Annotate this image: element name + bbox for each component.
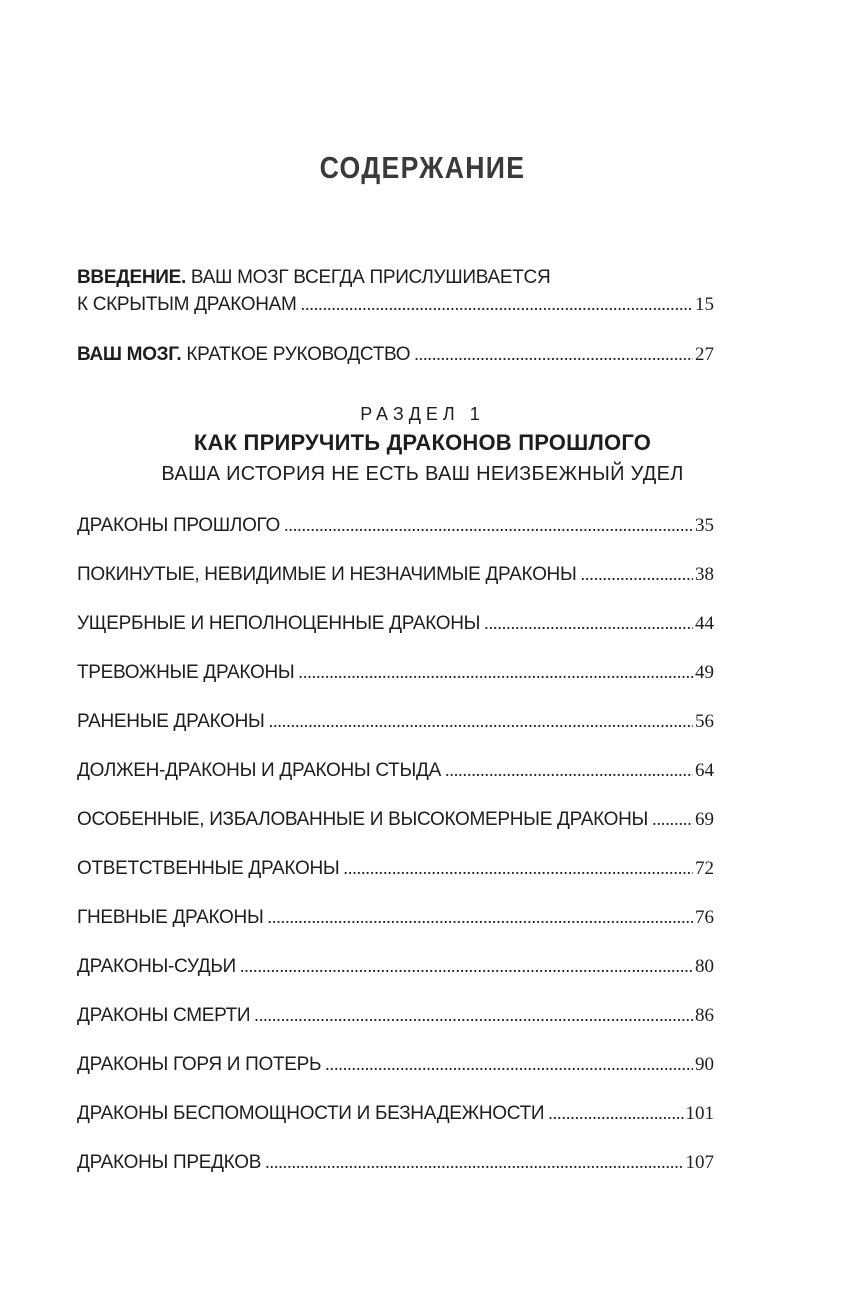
section-subtitle: ВАША ИСТОРИЯ НЕ ЕСТЬ ВАШ НЕИЗБЕЖНЫЙ УДЕЛ bbox=[161, 463, 684, 485]
dot-leader bbox=[652, 806, 693, 832]
toc-chapter[interactable] bbox=[77, 1149, 714, 1176]
toc-page-number: 76 bbox=[695, 907, 714, 928]
toc-chapter-title: ДРАКОНЫ БЕСПОМОЩНОСТИ И БЕЗНАДЕЖНОСТИ bbox=[77, 1103, 545, 1124]
toc-page-number: 64 bbox=[695, 760, 714, 781]
toc-page-number: 27 bbox=[695, 344, 714, 365]
toc-page-number: 44 bbox=[695, 613, 714, 634]
toc-chapter-title: ТРЕВОЖНЫЕ ДРАКОНЫ bbox=[77, 662, 295, 683]
toc-chapter-title: ДОЛЖЕН-ДРАКОНЫ И ДРАКОНЫ СТЫДА bbox=[77, 760, 441, 781]
section-label: РАЗДЕЛ 1 bbox=[360, 404, 485, 424]
dot-leader bbox=[267, 904, 693, 930]
toc-entry-bold-label: ВАШ МОЗГ. bbox=[77, 344, 182, 365]
toc-chapter[interactable] bbox=[77, 659, 714, 686]
toc-entry-line bbox=[77, 341, 714, 368]
dot-leader bbox=[254, 1002, 693, 1028]
toc-page-number: 90 bbox=[695, 1054, 714, 1075]
toc-entry-text bbox=[77, 342, 410, 368]
toc-entry-label: ВАШ МОЗГ ВСЕГДА ПРИСЛУШИВАЕТСЯ bbox=[185, 267, 551, 288]
dot-leader bbox=[343, 855, 693, 881]
toc-page-number: 101 bbox=[685, 1103, 714, 1124]
dot-leader bbox=[240, 953, 693, 979]
page-title: СОДЕРЖАНИЕ bbox=[319, 150, 526, 185]
toc-chapter[interactable] bbox=[77, 1002, 714, 1029]
toc-chapter-title: ДРАКОНЫ ГОРЯ И ПОТЕРЬ bbox=[77, 1054, 322, 1075]
dot-leader bbox=[484, 610, 693, 636]
toc-chapter-title: ДРАКОНЫ ПРЕДКОВ bbox=[77, 1152, 262, 1173]
toc-entry-label: КРАТКОЕ РУКОВОДСТВО bbox=[181, 344, 411, 365]
toc-chapter[interactable] bbox=[77, 708, 714, 735]
toc-page-number: 86 bbox=[695, 1005, 714, 1026]
dot-leader bbox=[269, 708, 693, 734]
toc-page-number: 69 bbox=[695, 809, 714, 830]
toc-page-number: 38 bbox=[695, 564, 714, 585]
dot-leader bbox=[284, 512, 693, 538]
toc-chapter-title: ОТВЕТСТВЕННЫЕ ДРАКОНЫ bbox=[77, 858, 340, 879]
toc-chapter-title: УЩЕРБНЫЕ И НЕПОЛНОЦЕННЫЕ ДРАКОНЫ bbox=[77, 613, 481, 634]
toc-entry-second-line bbox=[77, 291, 714, 318]
toc-chapter[interactable] bbox=[77, 512, 714, 539]
section-title: КАК ПРИРУЧИТЬ ДРАКОНОВ ПРОШЛОГО bbox=[193, 430, 652, 455]
toc-chapter-title: РАНЕНЫЕ ДРАКОНЫ bbox=[77, 711, 265, 732]
toc-chapter[interactable] bbox=[77, 855, 714, 882]
dot-leader bbox=[445, 757, 693, 783]
toc-page-number: 35 bbox=[695, 515, 714, 536]
toc-chapter[interactable] bbox=[77, 561, 714, 588]
toc-chapter-title: ДРАКОНЫ-СУДЬИ bbox=[77, 956, 236, 977]
toc-page-number: 49 bbox=[695, 662, 714, 683]
toc-chapter-title: ДРАКОНЫ СМЕРТИ bbox=[77, 1005, 251, 1026]
toc-entry-first-line bbox=[77, 265, 714, 291]
dot-leader bbox=[581, 561, 694, 587]
toc-entry-bold-label: ВВЕДЕНИЕ. bbox=[77, 267, 186, 288]
toc-chapter-title: ДРАКОНЫ ПРОШЛОГО bbox=[77, 515, 280, 536]
dot-leader bbox=[325, 1051, 693, 1077]
toc-entry-text bbox=[77, 265, 550, 291]
dot-leader bbox=[414, 341, 693, 367]
toc-chapter[interactable] bbox=[77, 953, 714, 980]
toc-page-number: 72 bbox=[695, 858, 714, 879]
toc-entry-introduction[interactable] bbox=[77, 265, 714, 318]
dot-leader bbox=[548, 1100, 683, 1126]
toc-chapter-title: ПОКИНУТЫЕ, НЕВИДИМЫЕ И НЕЗНАЧИМЫЕ ДРАКОНЫ bbox=[77, 564, 577, 585]
toc-chapter[interactable] bbox=[77, 806, 714, 833]
toc-page-number: 56 bbox=[695, 711, 714, 732]
toc-entry-your-brain[interactable] bbox=[77, 341, 714, 368]
toc-entry-label-continued: К СКРЫТЫМ ДРАКОНАМ bbox=[77, 294, 297, 315]
toc-page-number: 107 bbox=[685, 1152, 714, 1173]
toc-chapter[interactable] bbox=[77, 757, 714, 784]
toc-chapter[interactable] bbox=[77, 904, 714, 931]
toc-chapter[interactable] bbox=[77, 1100, 714, 1127]
toc-chapter-title: ОСОБЕННЫЕ, ИЗБАЛОВАННЫЕ И ВЫСОКОМЕРНЫЕ ДРАКОНЫ bbox=[77, 809, 649, 830]
toc-chapter[interactable] bbox=[77, 610, 714, 637]
toc-chapter-title: ГНЕВНЫЕ ДРАКОНЫ bbox=[77, 907, 264, 928]
dot-leader bbox=[301, 291, 693, 317]
toc-page-number: 80 bbox=[695, 956, 714, 977]
dot-leader bbox=[298, 659, 693, 685]
toc-page-number: 15 bbox=[695, 294, 714, 315]
toc-chapter[interactable] bbox=[77, 1051, 714, 1078]
dot-leader bbox=[265, 1149, 683, 1175]
